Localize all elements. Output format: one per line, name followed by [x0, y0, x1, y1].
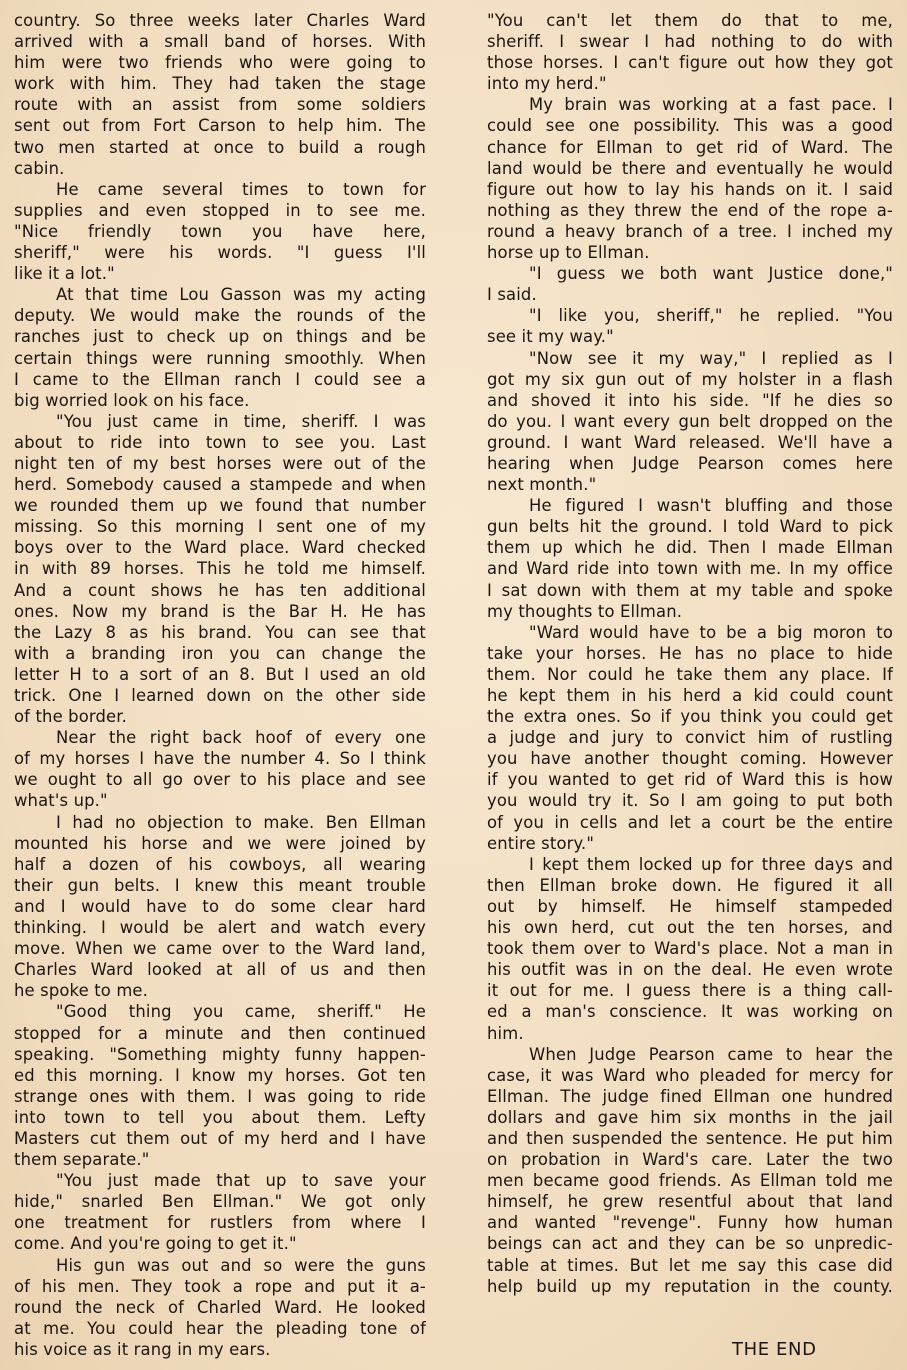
text-line: could see one possibility. This was a good: [487, 116, 893, 136]
text-line: herd. Somebody caused a stampede and when: [14, 475, 426, 495]
text-line: Ellman. The judge fined Ellman one hundred: [487, 1086, 893, 1106]
text-line: do you. I want every gun belt dropped on the: [487, 411, 893, 431]
text-line: himself, he grew resentful about that land: [487, 1192, 893, 1212]
text-line: his own herd, cut out the ten horses, and: [487, 918, 893, 938]
text-line: horse up to Ellman.: [487, 243, 650, 263]
text-line: work with him. They had taken the stage: [14, 74, 426, 94]
text-line: into town to tell you about them. Lefty: [14, 1107, 426, 1127]
text-line: boys over to the Ward place. Ward checked: [14, 538, 426, 558]
text-line: of my horses I have the number 4. So I think: [14, 749, 426, 769]
text-line: and I would have to do some clear hard: [14, 896, 426, 916]
text-line: land would be there and eventually he would: [487, 158, 893, 178]
text-line: men became good friends. As Ellman told me: [487, 1171, 893, 1191]
text-line: one treatment for rustlers from where I: [14, 1213, 426, 1233]
text-line: "Ward would have to be a big moron to: [529, 622, 893, 642]
text-line: I had no objection to make. Ben Ellman: [56, 812, 426, 832]
text-line: missing. So this morning I sent one of my: [14, 517, 426, 537]
text-line: we rounded them up we found that number: [14, 496, 426, 516]
text-line: dollars and gave him six months in the jail: [487, 1107, 893, 1127]
text-line: He came several times to town for: [56, 179, 426, 199]
text-line: night ten of my best horses were out of the: [14, 453, 426, 473]
text-line: gun belts hit the ground. I told Ward to pick: [487, 517, 893, 537]
text-line: next month.": [487, 475, 597, 495]
text-line: Charles Ward looked at all of us and then: [14, 960, 426, 980]
text-line: and wanted "revenge". Funny how human: [487, 1213, 893, 1233]
text-line: Masters cut them out of my herd and I have: [14, 1128, 426, 1148]
text-line: ed a man's conscience. It was working on: [487, 1002, 893, 1022]
text-line: I kept them locked up for three days and: [529, 854, 893, 874]
text-line: I said.: [487, 285, 537, 305]
text-line: hide," snarled Ben Ellman." We got only: [14, 1192, 426, 1212]
text-line: him.: [487, 1023, 524, 1043]
text-line: he spoke to me.: [14, 981, 149, 1001]
text-line: At that time Lou Gasson was my acting: [56, 285, 426, 305]
text-line: beings can act and they can be so unpredic-: [487, 1234, 893, 1254]
text-line: my thoughts to Ellman.: [487, 601, 683, 621]
text-line: case, it was Ward who pleaded for mercy for: [487, 1065, 893, 1085]
text-line: I sat down with them at my table and spoke: [487, 580, 893, 600]
text-line: of you in cells and let a court be the entire: [487, 812, 893, 832]
text-line: take your horses. He has no place to hide: [487, 643, 893, 663]
text-line: "You just made that up to save your: [56, 1171, 426, 1191]
text-line: he kept them in his herd a kid could count: [487, 686, 893, 705]
text-line: sent out from Fort Carson to help him. The: [14, 116, 426, 136]
text-line: with a branding iron you can change the: [14, 643, 426, 663]
text-line: we ought to all go over to his place and see: [14, 770, 426, 790]
text-line: sheriff. I swear I had nothing to do with: [487, 32, 893, 52]
text-line: ed this morning. I know my horses. Got ten: [14, 1065, 426, 1085]
text-line: letter H to a sort of an 8. But I used an old: [14, 664, 426, 684]
text-line: country. So three weeks later Charles Ward: [14, 11, 426, 30]
text-line: chance for Ellman to get rid of Ward. The: [487, 137, 893, 157]
text-line: in with 89 horses. This he told me himself.: [14, 559, 426, 579]
text-line: about to ride into town to see you. Last: [14, 432, 426, 452]
text-line: Near the right back hoof of every one: [56, 728, 426, 748]
text-line: speaking. "Something mighty funny happen-: [14, 1044, 426, 1064]
text-line: trick. One I learned down on the other side: [14, 686, 426, 705]
text-line: thinking. I would be alert and watch every: [14, 918, 426, 938]
text-line: big worried look on his face.: [14, 390, 250, 410]
text-line: out by himself. He himself stampeded: [487, 896, 893, 916]
text-line: entire story.": [487, 833, 595, 853]
text-line: come. And you're going to get it.": [14, 1234, 297, 1254]
text-line: at me. You could hear the pleading tone of: [14, 1318, 426, 1338]
text-line: nothing as they threw the end of the rope a-: [487, 200, 893, 220]
text-line: When Judge Pearson came to hear the: [529, 1044, 893, 1064]
text-line: mounted his horse and we were joined by: [14, 833, 426, 853]
text-line: took them over to Ward's place. Not a man in: [487, 939, 893, 959]
text-line: his outfit was in on the deal. He even wrote: [487, 960, 893, 980]
text-line: if you wanted to get rid of Ward this is how: [487, 770, 893, 790]
text-line: "You just came in time, sheriff. I was: [56, 411, 426, 431]
text-line: round the neck of Charled Ward. He looked: [14, 1297, 426, 1317]
text-line: His gun was out and so were the guns: [56, 1255, 426, 1275]
text-line: them separate.": [14, 1150, 150, 1170]
text-line: you have another thought coming. However: [487, 749, 893, 769]
the-end-label: THE END: [732, 1339, 817, 1360]
text-line: hearing when Judge Pearson comes here: [487, 453, 893, 473]
text-line: two men started at once to build a rough: [14, 137, 426, 157]
text-line: him were two friends who were going to: [14, 53, 426, 73]
text-line: ones. Now my brand is the Bar H. He has: [14, 601, 426, 621]
text-line: And a count shows he has ten additional: [14, 580, 426, 600]
text-line: the Lazy 8 as his brand. You can see that: [14, 622, 426, 642]
text-line: their gun belts. I knew this meant trouble: [14, 875, 426, 895]
text-line: them. Nor could he take them any place. If: [487, 664, 893, 684]
text-line: you would try it. So I am going to put both: [487, 791, 893, 811]
right-text-column: [487, 10, 893, 1297]
text-line: his voice as it rang in my ears.: [14, 1339, 271, 1359]
text-line: help build up my reputation in the county.: [487, 1276, 893, 1296]
text-line: it out for me. I guess there is a thing call-: [487, 981, 893, 1001]
text-line: "Now see it my way," I replied as I: [529, 348, 893, 368]
text-line: and then suspended the sentence. He put him: [487, 1128, 893, 1148]
text-line: ranches just to check up on things and be: [14, 327, 426, 347]
text-line: and shoved it into his side. "If he dies so: [487, 390, 893, 410]
text-line: table at times. But let me say this case did: [487, 1255, 893, 1275]
text-line: "Nice friendly town you have here,: [14, 221, 426, 241]
text-line: figure out how to lay his hands on it. I said: [487, 179, 893, 199]
text-line: on probation in Ward's care. Later the two: [487, 1150, 893, 1170]
text-line: strange ones with them. I was going to ride: [14, 1086, 426, 1106]
text-line: what's up.": [14, 791, 108, 811]
text-line: them up which he did. Then I made Ellman: [487, 538, 893, 558]
text-line: "I like you, sheriff," he replied. "You: [529, 306, 893, 326]
text-line: the extra ones. So if you think you could get: [487, 707, 893, 727]
text-line: stopped for a minute and then continued: [14, 1023, 426, 1043]
text-line: move. When we came over to the Ward land,: [14, 939, 426, 959]
text-line: supplies and even stopped in to see me.: [14, 200, 426, 220]
text-line: arrived with a small band of horses. With: [14, 32, 426, 52]
text-line: of the border.: [14, 707, 128, 727]
text-line: half a dozen of his cowboys, all wearing: [14, 854, 426, 874]
text-line: My brain was working at a fast pace. I: [529, 95, 893, 115]
text-line: sheriff," were his words. "I guess I'll: [14, 243, 426, 263]
text-line: into my herd.": [487, 74, 607, 94]
text-line: cabin.: [14, 158, 65, 178]
text-line: round a heavy branch of a tree. I inched my: [487, 221, 893, 241]
text-line: certain things were running smoothly. When: [14, 348, 426, 368]
text-line: He figured I wasn't bluffing and those: [529, 496, 893, 516]
text-line: see it my way.": [487, 327, 614, 347]
text-line: "Good thing you came, sheriff." He: [56, 1002, 426, 1022]
text-line: "I guess we both want Justice done,": [529, 264, 893, 284]
text-line: then Ellman broke down. He figured it all: [487, 875, 893, 895]
text-line: and Ward ride into town with me. In my office: [487, 559, 893, 579]
text-line: route with an assist from some soldiers: [14, 95, 426, 115]
text-line: like it a lot.": [14, 264, 115, 284]
left-text-column: [14, 10, 426, 1360]
text-line: a judge and jury to convict him of rustling: [487, 728, 893, 748]
text-line: deputy. We would make the rounds of the: [14, 306, 426, 326]
text-line: of his men. They took a rope and put it a-: [14, 1276, 426, 1296]
text-line: "You can't let them do that to me,: [487, 11, 893, 30]
text-line: I came to the Ellman ranch I could see a: [14, 369, 426, 389]
text-line: ground. I want Ward released. We'll have a: [487, 432, 893, 452]
text-line: got my six gun out of my holster in a flash: [487, 369, 893, 389]
text-line: those horses. I can't figure out how they got: [487, 53, 893, 73]
